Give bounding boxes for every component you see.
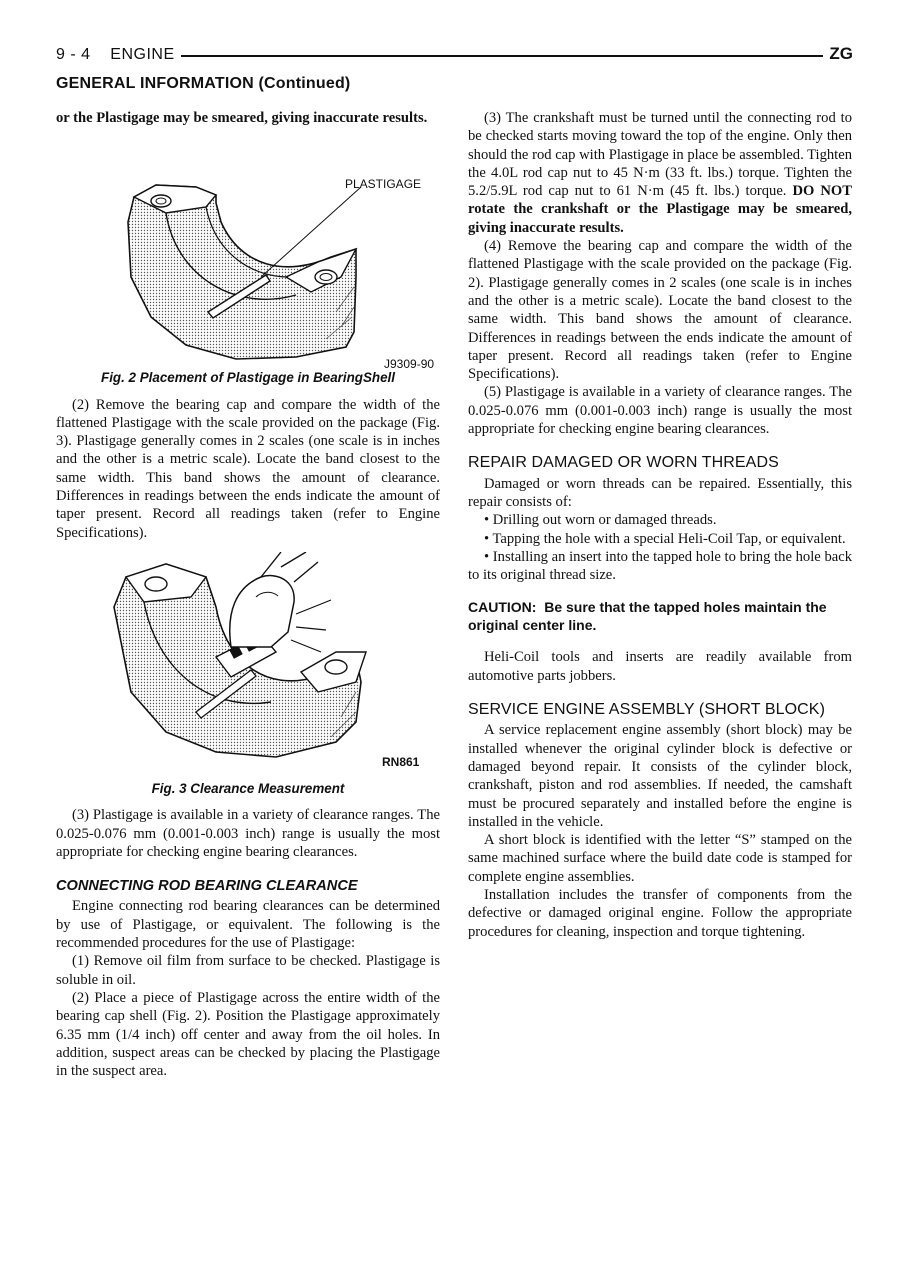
heading-repair-threads: REPAIR DAMAGED OR WORN THREADS (468, 454, 779, 472)
paragraph: Damaged or worn threads can be repaired. Essentially, this repair consists of: (468, 475, 852, 510)
paragraph: (4) Remove the bearing cap and compare the width of the flattened Plastigage with the scale provided on the package (Fig. 2). Plastigage generally comes in 2 scales (one scale is in inches and the other is a metric scale). Locate the band closest to the same width. This band shows the amount of clearance. Differences in readings between the ends indicate the amount of taper present. Record all readings taken (refer to Engine Specifications). (468, 238, 852, 383)
paragraph: A service replacement engine assembly (short block) may be installed whenever the original cylinder block is defective or damaged beyond repair. It consists of the cylinder block, crankshaft, piston and rod assemblies. If needed, the camshaft must be procured separately and installed before the engine is installed in the vehicle. (468, 722, 852, 830)
paragraph: (1) Remove oil film from surface to be checked. Plastigage is soluble in oil. (56, 953, 440, 988)
model-code: ZG (823, 44, 853, 64)
paragraph: Engine connecting rod bearing clearances can be determined by use of Plastigage, or equivalent. The following is the recommended procedures for the use of Plastigage: (56, 898, 440, 952)
figure-3-caption: Fig. 3 Clearance Measurement (151, 780, 345, 796)
paragraph: Installation includes the transfer of components from the defective or damaged original engine. Follow the appropriate procedures for cleaning, inspection and torque tightening. (468, 886, 852, 940)
caution-note: CAUTION: Be sure that the tapped holes maintain the original center line. (468, 599, 831, 634)
paragraph: (2) Remove the bearing cap and compare the width of the flattened Plastigage with the scale provided on the package (Fig. 3). Plastigage generally comes in 2 scales (one scale is in inches and the other is a metric scale). Locate the band closest to the same width. This band shows the amount of clearance. Differences in readings between the ends indicate the amount of taper present. Record all readings taken (refer to Engine Specifications). (56, 396, 440, 541)
paragraph (468, 109, 852, 237)
paragraph: (3) Plastigage is available in a variety of clearance ranges. The 0.025-0.076 mm (0.001-0.003 inch) range is usually the most appropriate for checking engine bearing clearances. (56, 807, 440, 860)
page-number-section: 9 - 4 ENGINE (56, 46, 181, 64)
intro-bold-text: or the Plastigage may be smeared, giving inaccurate results. (56, 110, 428, 126)
page-header (56, 44, 853, 68)
section-title: GENERAL INFORMATION (Continued) (56, 75, 351, 92)
bearing-shell-illustration (56, 127, 440, 365)
paragraph-bold-warning: DO NOT rotate the crankshaft or the Plastigage may be smeared, giving inaccurate results. (468, 183, 853, 236)
figure-2-code: J9309-90 (384, 357, 435, 372)
paragraph: Heli-Coil tools and inserts are readily available from automotive parts jobbers. (468, 649, 852, 684)
figure-3-code: RN861 (382, 754, 420, 769)
bullet-item: • Drilling out worn or damaged threads. (484, 512, 717, 529)
figure-2-caption: Fig. 2 Placement of Plastigage in BearingShell (101, 370, 395, 386)
plastigage-callout: PLASTIGAGE (345, 177, 422, 192)
heading-service-engine: SERVICE ENGINE ASSEMBLY (SHORT BLOCK) (468, 701, 825, 719)
subheading-connecting-rod: CONNECTING ROD BEARING CLEARANCE (56, 878, 358, 895)
paragraph: A short block is identified with the letter “S” stamped on the same machined surface where the build date code is stamped for complete engine assemblies. (468, 832, 852, 885)
paragraph: (2) Place a piece of Plastigage across the entire width of the bearing cap shell (Fig. 2). Position the Plastigage approximately 6.35 mm (1/4 inch) off center and away from the oil holes. In addition, suspect areas can be checked by placing the Plastigage in the suspect area. (56, 989, 440, 1080)
paragraph-normal-text: (3) The crankshaft must be turned until the connecting rod to be checked starts moving toward the top of the engine. Only then should the rod cap with Plastigage in place be assembled. Tighten the 4.0L rod cap nut to 45 N·m (33 ft. lbs.) torque. Tighten the 5.2/5.9L rod cap nut to 61 N·m (45 ft. lbs.) torque. (468, 110, 852, 200)
figure-2 (56, 127, 440, 372)
right-column (468, 109, 852, 941)
left-column (56, 109, 440, 1080)
paragraph: (5) Plastigage is available in a variety of clearance ranges. The 0.025-0.076 mm (0.001-0.003 inch) range is usually the most appropriate for checking engine bearing clearances. (468, 384, 852, 438)
clearance-measurement-illustration (56, 552, 440, 770)
figure-3 (56, 552, 440, 770)
bullet-item: • Tapping the hole with a special Heli-Coil Tap, or equivalent. (484, 530, 846, 547)
bullet-item: • Installing an insert into the tapped hole to bring the hole back to its original thread size. (468, 548, 852, 584)
